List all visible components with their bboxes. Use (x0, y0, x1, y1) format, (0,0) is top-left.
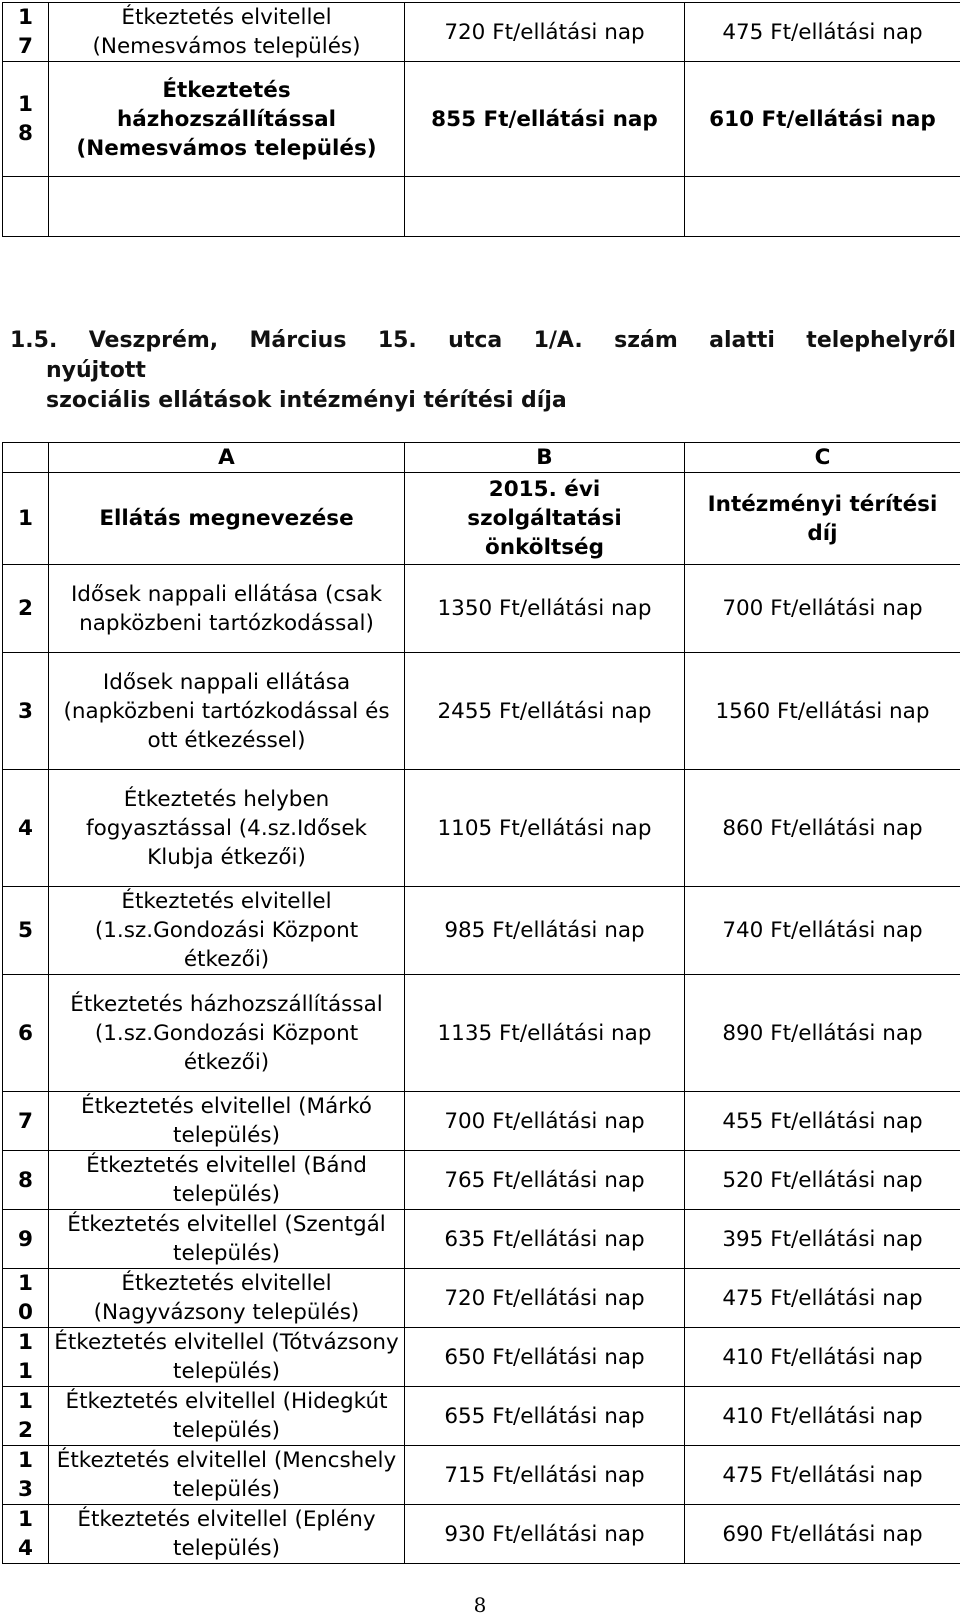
heading-word: szám (614, 328, 678, 353)
row-number-digit: 3 (18, 698, 33, 724)
institutional-fee: 690 Ft/ellátási nap (685, 1505, 960, 1564)
service-name: Étkeztetés elvitellel (Márkó település) (49, 1092, 405, 1151)
heading-word: 1.5. (10, 328, 58, 353)
table-row (3, 975, 960, 1092)
self-cost: 985 Ft/ellátási nap (405, 887, 685, 975)
row-number (3, 1387, 49, 1446)
self-cost: 715 Ft/ellátási nap (405, 1446, 685, 1505)
section-heading-line3: szociális ellátások intézményi térítési díja (46, 388, 567, 413)
service-name: Étkeztetés elvitellel (Nemesvámos település) (49, 3, 405, 62)
institutional-fee: 740 Ft/ellátási nap (685, 887, 960, 975)
self-cost: 1350 Ft/ellátási nap (405, 565, 685, 653)
row-number-digit: 8 (18, 1167, 33, 1193)
row-number (3, 1446, 49, 1505)
blank-row (3, 177, 960, 237)
self-cost: 765 Ft/ellátási nap (405, 1151, 685, 1210)
service-name: Étkeztetés házhozszállítással (Nemesvámos település) (49, 62, 405, 177)
service-name: Étkeztetés helyben fogyasztással (4.sz.Idősek Klubja étkezői) (49, 770, 405, 887)
self-cost: 930 Ft/ellátási nap (405, 1505, 685, 1564)
row-number (3, 653, 49, 770)
table-row (3, 1210, 960, 1269)
header-service-name: Ellátás megnevezése (49, 473, 405, 565)
row-number-digit: 1 (18, 1389, 33, 1414)
row-number-digit: 4 (18, 1536, 33, 1561)
table-row (3, 1151, 960, 1210)
table-row (3, 653, 960, 770)
row-number-digit: 1 (18, 1271, 33, 1296)
column-letter-blank (3, 443, 49, 473)
section-heading-line1 (10, 326, 956, 356)
row-number-digit: 1 (18, 5, 33, 30)
table-row (3, 770, 960, 887)
institutional-fee: 1560 Ft/ellátási nap (685, 653, 960, 770)
top-fee-table (2, 2, 960, 237)
table-row (3, 887, 960, 975)
institutional-fee: 890 Ft/ellátási nap (685, 975, 960, 1092)
row-number-digit: 7 (18, 1108, 33, 1134)
service-name: Étkeztetés elvitellel (Tótvázsony település) (49, 1328, 405, 1387)
header-self-cost: 2015. évi szolgáltatási önköltség (405, 473, 685, 565)
self-cost: 635 Ft/ellátási nap (405, 1210, 685, 1269)
row-number (3, 62, 49, 177)
row-number (3, 1151, 49, 1210)
service-name: Idősek nappali ellátása (napközbeni tartózkodással és ott étkezéssel) (49, 653, 405, 770)
column-letter-c: C (685, 443, 960, 473)
row-number (3, 975, 49, 1092)
row-number-digit: 4 (18, 815, 33, 841)
column-letter-a: A (49, 443, 405, 473)
self-cost: 720 Ft/ellátási nap (405, 3, 685, 62)
table-row (3, 62, 960, 177)
row-number (3, 1505, 49, 1564)
row-number (3, 1092, 49, 1151)
row-number-digit: 0 (18, 1300, 33, 1325)
heading-word: Veszprém, (88, 328, 219, 353)
table-row (3, 1092, 960, 1151)
institutional-fee: 395 Ft/ellátási nap (685, 1210, 960, 1269)
service-name: Étkeztetés elvitellel (Mencshely település) (49, 1446, 405, 1505)
row-number-digit: 6 (18, 1020, 33, 1046)
row-number-digit: 9 (18, 1226, 33, 1252)
institutional-fee: 860 Ft/ellátási nap (685, 770, 960, 887)
row-number (3, 1269, 49, 1328)
heading-word: 15. (377, 328, 417, 353)
table-row (3, 3, 960, 62)
page-number: 8 (473, 1593, 487, 1617)
row-number-digit: 5 (18, 918, 33, 943)
row-number-digit: 1 (18, 1448, 33, 1473)
heading-word: Március (249, 328, 347, 353)
column-letter-row (3, 443, 960, 473)
self-cost: 700 Ft/ellátási nap (405, 1092, 685, 1151)
service-name: Idősek nappali ellátása (csak napközbeni tartózkodással) (49, 565, 405, 653)
row-number (3, 770, 49, 887)
self-cost: 855 Ft/ellátási nap (405, 62, 685, 177)
row-number-digit: 1 (18, 92, 33, 117)
institutional-fee: 475 Ft/ellátási nap (685, 3, 960, 62)
service-name: Étkeztetés elvitellel (Hidegkút település) (49, 1387, 405, 1446)
row-number-digit: 2 (18, 596, 33, 621)
institutional-fee: 610 Ft/ellátási nap (685, 62, 960, 177)
institutional-fee: 475 Ft/ellátási nap (685, 1446, 960, 1505)
row-number-digit: 8 (18, 121, 33, 146)
self-cost: 2455 Ft/ellátási nap (405, 653, 685, 770)
row-number (3, 565, 49, 653)
column-letter-b: B (405, 443, 685, 473)
table-row (3, 1505, 960, 1564)
self-cost: 655 Ft/ellátási nap (405, 1387, 685, 1446)
row-number-digit: 3 (18, 1477, 33, 1502)
self-cost: 1105 Ft/ellátási nap (405, 770, 685, 887)
row-number-digit: 7 (18, 34, 33, 59)
row-number-digit: 2 (18, 1418, 33, 1443)
self-cost: 650 Ft/ellátási nap (405, 1328, 685, 1387)
row-number (3, 887, 49, 975)
table-row (3, 1446, 960, 1505)
table-row (3, 1269, 960, 1328)
row-number-digit: 1 (18, 1507, 33, 1532)
row-number (3, 3, 49, 62)
header-row (3, 473, 960, 565)
header-institutional-fee: Intézményi térítési díj (685, 473, 960, 565)
institutional-fee: 410 Ft/ellátási nap (685, 1328, 960, 1387)
institutional-fee: 410 Ft/ellátási nap (685, 1387, 960, 1446)
institutional-fee: 475 Ft/ellátási nap (685, 1269, 960, 1328)
section-heading (10, 326, 956, 416)
heading-word: telephelyről (806, 328, 956, 353)
heading-word: utca (448, 328, 503, 353)
table-row (3, 1387, 960, 1446)
service-name: Étkeztetés elvitellel (Nagyvázsony település) (49, 1269, 405, 1328)
service-name: Étkeztetés elvitellel (Eplény település) (49, 1505, 405, 1564)
section-heading-line2: nyújtott (46, 358, 146, 383)
heading-word: 1/A. (533, 328, 583, 353)
row-number (3, 1328, 49, 1387)
service-name: Étkeztetés elvitellel (Szentgál település) (49, 1210, 405, 1269)
row-number (3, 1210, 49, 1269)
service-name: Étkeztetés házhozszállítással (1.sz.Gondozási Központ étkezői) (49, 975, 405, 1092)
institutional-fee: 520 Ft/ellátási nap (685, 1151, 960, 1210)
service-name: Étkeztetés elvitellel (Bánd település) (49, 1151, 405, 1210)
service-name: Étkeztetés elvitellel (1.sz.Gondozási Központ étkezői) (49, 887, 405, 975)
row-number-digit: 1 (18, 1330, 33, 1355)
self-cost: 1135 Ft/ellátási nap (405, 975, 685, 1092)
heading-word: alatti (709, 328, 775, 353)
main-fee-table (2, 442, 960, 1564)
self-cost: 720 Ft/ellátási nap (405, 1269, 685, 1328)
institutional-fee: 455 Ft/ellátási nap (685, 1092, 960, 1151)
table-row (3, 565, 960, 653)
institutional-fee: 700 Ft/ellátási nap (685, 565, 960, 653)
row-number-digit: 1 (18, 1359, 33, 1384)
table-row (3, 1328, 960, 1387)
header-row-number: 1 (3, 473, 49, 565)
